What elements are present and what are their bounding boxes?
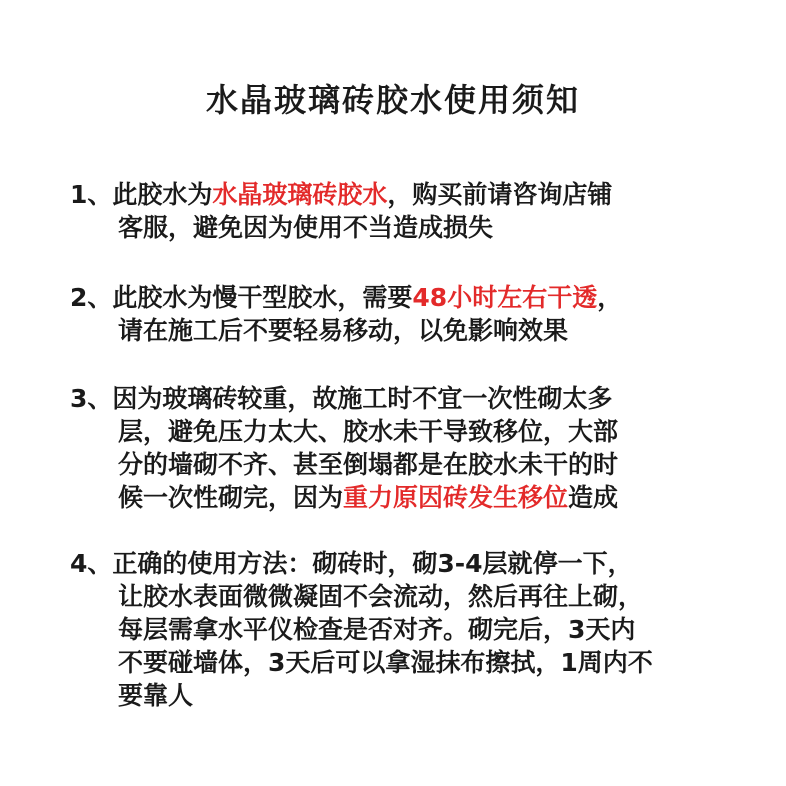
page-title: 水晶玻璃砖胶水使用须知 <box>205 81 580 119</box>
item-4-line-1: 4、正确的使用方法：砌砖时，砌3-4层就停一下， <box>70 549 633 578</box>
item-4-line-4: 不要碰墙体，3天后可以拿湿抹布擦拭，1周内不 <box>118 648 653 677</box>
notice-item-1 <box>70 178 750 244</box>
item-1-line-2: 客服，避免因为使用不当造成损失 <box>118 213 494 242</box>
item-3-highlight: 重力原因砖发生移位 <box>343 483 569 512</box>
notice-item-3 <box>70 382 750 514</box>
item-4-line-3: 每层需拿水平仪检查是否对齐。砌完后，3天内 <box>118 615 636 644</box>
item-2-text-a: 2、此胶水为慢干型胶水，需要 <box>70 283 413 312</box>
item-4-line-2: 让胶水表面微微凝固不会流动，然后再往上砌， <box>118 582 644 611</box>
item-3-line-1: 3、因为玻璃砖较重，故施工时不宜一次性砌太多 <box>70 384 613 413</box>
item-1-text-a: 1、此胶水为 <box>70 180 213 209</box>
item-4-line-5: 要靠人 <box>118 681 194 710</box>
item-2-text-b: ， <box>597 283 623 312</box>
item-2-line-1 <box>70 281 750 314</box>
item-3-line-3: 分的墙砌不齐、甚至倒塌都是在胶水未干的时 <box>118 450 619 479</box>
item-2-highlight: 48小时左右干透 <box>412 283 598 312</box>
item-3-text-b: 造成 <box>568 483 619 512</box>
item-1-text-b: ，购买前请咨询店铺 <box>387 180 613 209</box>
item-2-line-2: 请在施工后不要轻易移动，以免影响效果 <box>118 316 569 345</box>
notice-item-4 <box>70 547 750 712</box>
item-3-line-4 <box>70 481 750 514</box>
item-1-highlight: 水晶玻璃砖胶水 <box>212 180 388 209</box>
item-3-line-2: 层，避免压力太大、胶水未干导致移位，大部 <box>118 417 619 446</box>
item-3-text-a: 候一次性砌完，因为 <box>118 483 344 512</box>
item-1-line-1 <box>70 178 750 211</box>
notice-item-2 <box>70 281 750 347</box>
